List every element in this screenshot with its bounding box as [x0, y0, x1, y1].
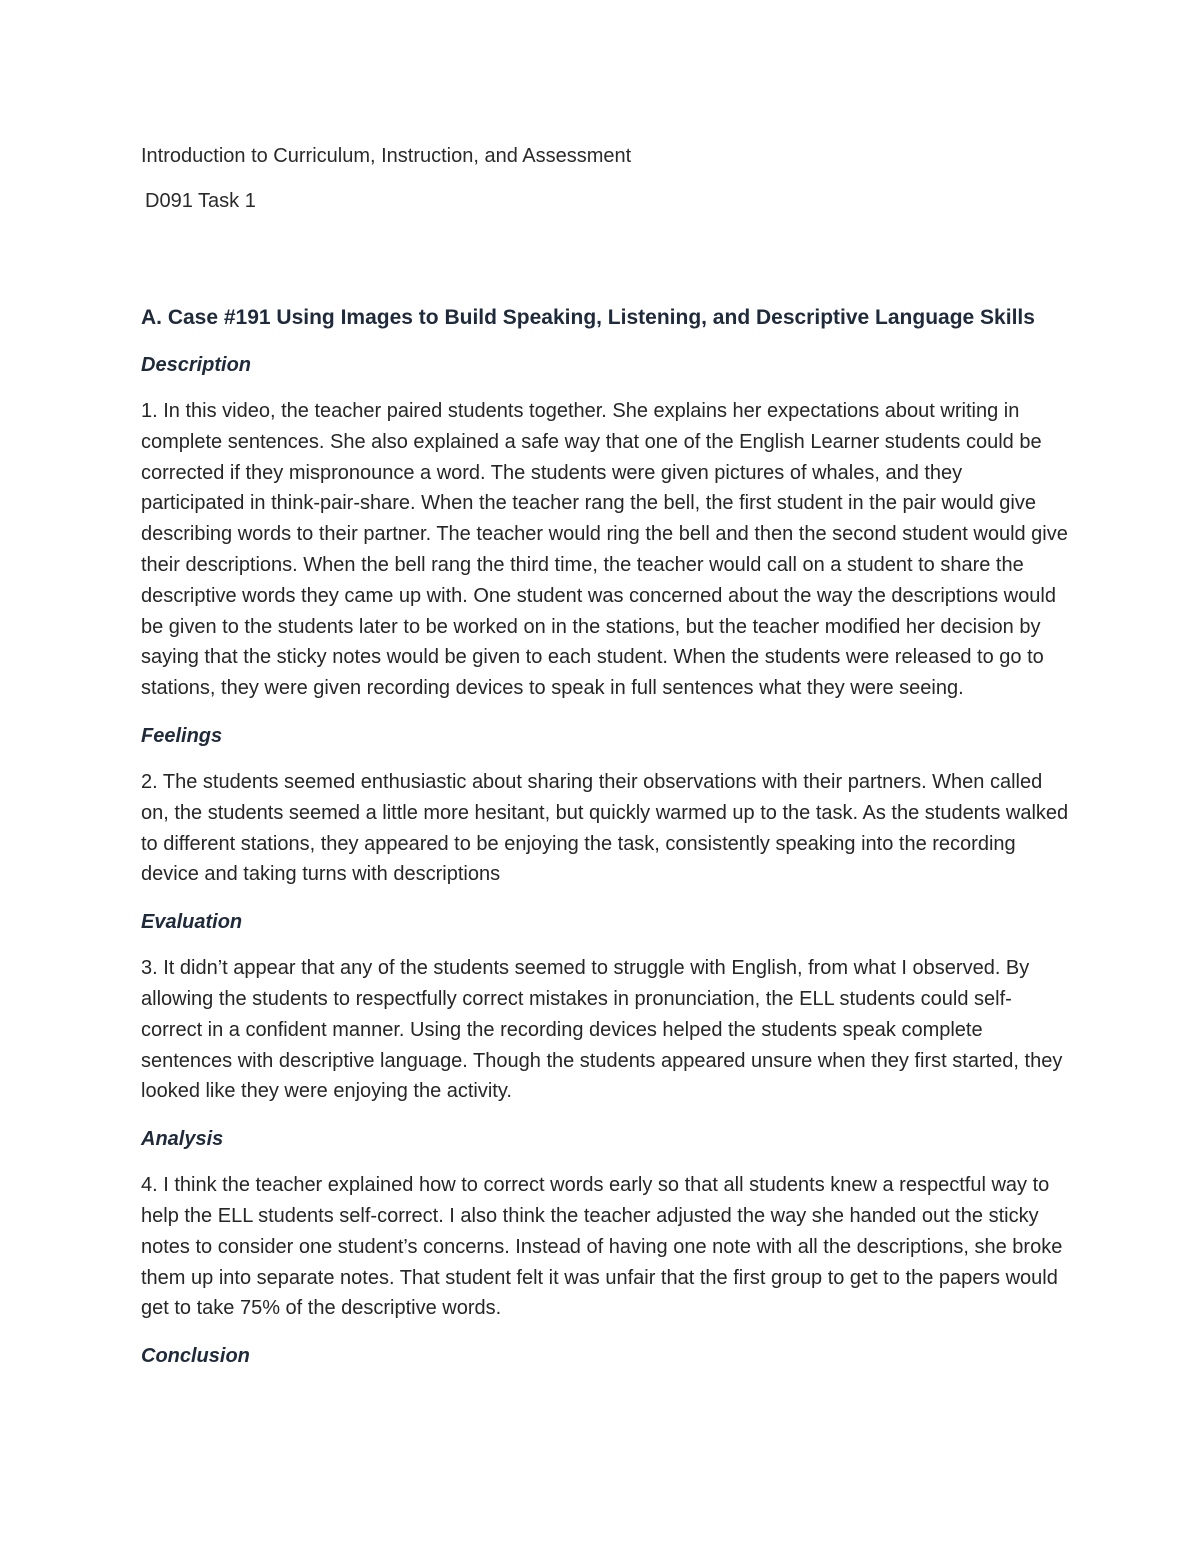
document-subtitle: D091 Task 1 [145, 190, 256, 212]
section-heading-analysis: Analysis [141, 1128, 224, 1151]
section-heading-conclusion: Conclusion [141, 1345, 250, 1368]
case-heading: A. Case #191 Using Images to Build Speaking, Listening, and Descriptive Language Skills [141, 306, 1035, 329]
document-body [141, 141, 1071, 1371]
paragraph-description: 1. In this video, the teacher paired students together. She explains her expectations about writing in complete sentences. She also explained a safe way that one of the English Learner students could be corrected if they mispronounce a word. The students were given pictures of whales, and they participated in think-pair-share. When the teacher rang the bell, the first student in the pair would give describing words to their partner. The teacher would ring the bell and then the second student would give their descriptions. When the bell rang the third time, the teacher would call on a student to share the descriptive words they came up with. One student was concerned about the way the descriptions would be given to the students later to be worked on in the stations, but the teacher modified her decision by saying that the sticky notes would be given to each student. When the students were released to go to stations, they were given recording devices to speak in full sentences what they were seeing. [141, 400, 1068, 700]
section-heading-feelings: Feelings [141, 724, 223, 747]
paragraph-analysis: 4. I think the teacher explained how to correct words early so that all students knew a respectful way to help the ELL students self-correct. I also think the teacher adjusted the way she handed out the sticky notes to consider one student’s concerns. Instead of having one note with all the descriptions, she broke them up into separate notes. That student felt it was unfair that the first group to get to the papers would get to take 75% of the descriptive words. [141, 1174, 1063, 1320]
section-heading-evaluation: Evaluation [141, 911, 243, 934]
section-heading-description: Description [141, 354, 252, 376]
document-title: Introduction to Curriculum, Instruction, and Assessment [141, 145, 632, 167]
paragraph-evaluation: 3. It didn’t appear that any of the students seemed to struggle with English, from what I observed. By allowing the students to respectfully correct mistakes in pronunciation, the ELL students could self-correct in a confident manner. Using the recording devices helped the students speak complete sentences with descriptive language. Though the students appeared unsure when they first started, they looked like they were enjoying the activity. [141, 957, 1063, 1103]
paragraph-feelings: 2. The students seemed enthusiastic about sharing their observations with their partners. When called on, the students seemed a little more hesitant, but quickly warmed up to the task. As the students walked to different stations, they appeared to be enjoying the task, consistently speaking into the recording device and taking turns with descriptions [141, 770, 1069, 886]
